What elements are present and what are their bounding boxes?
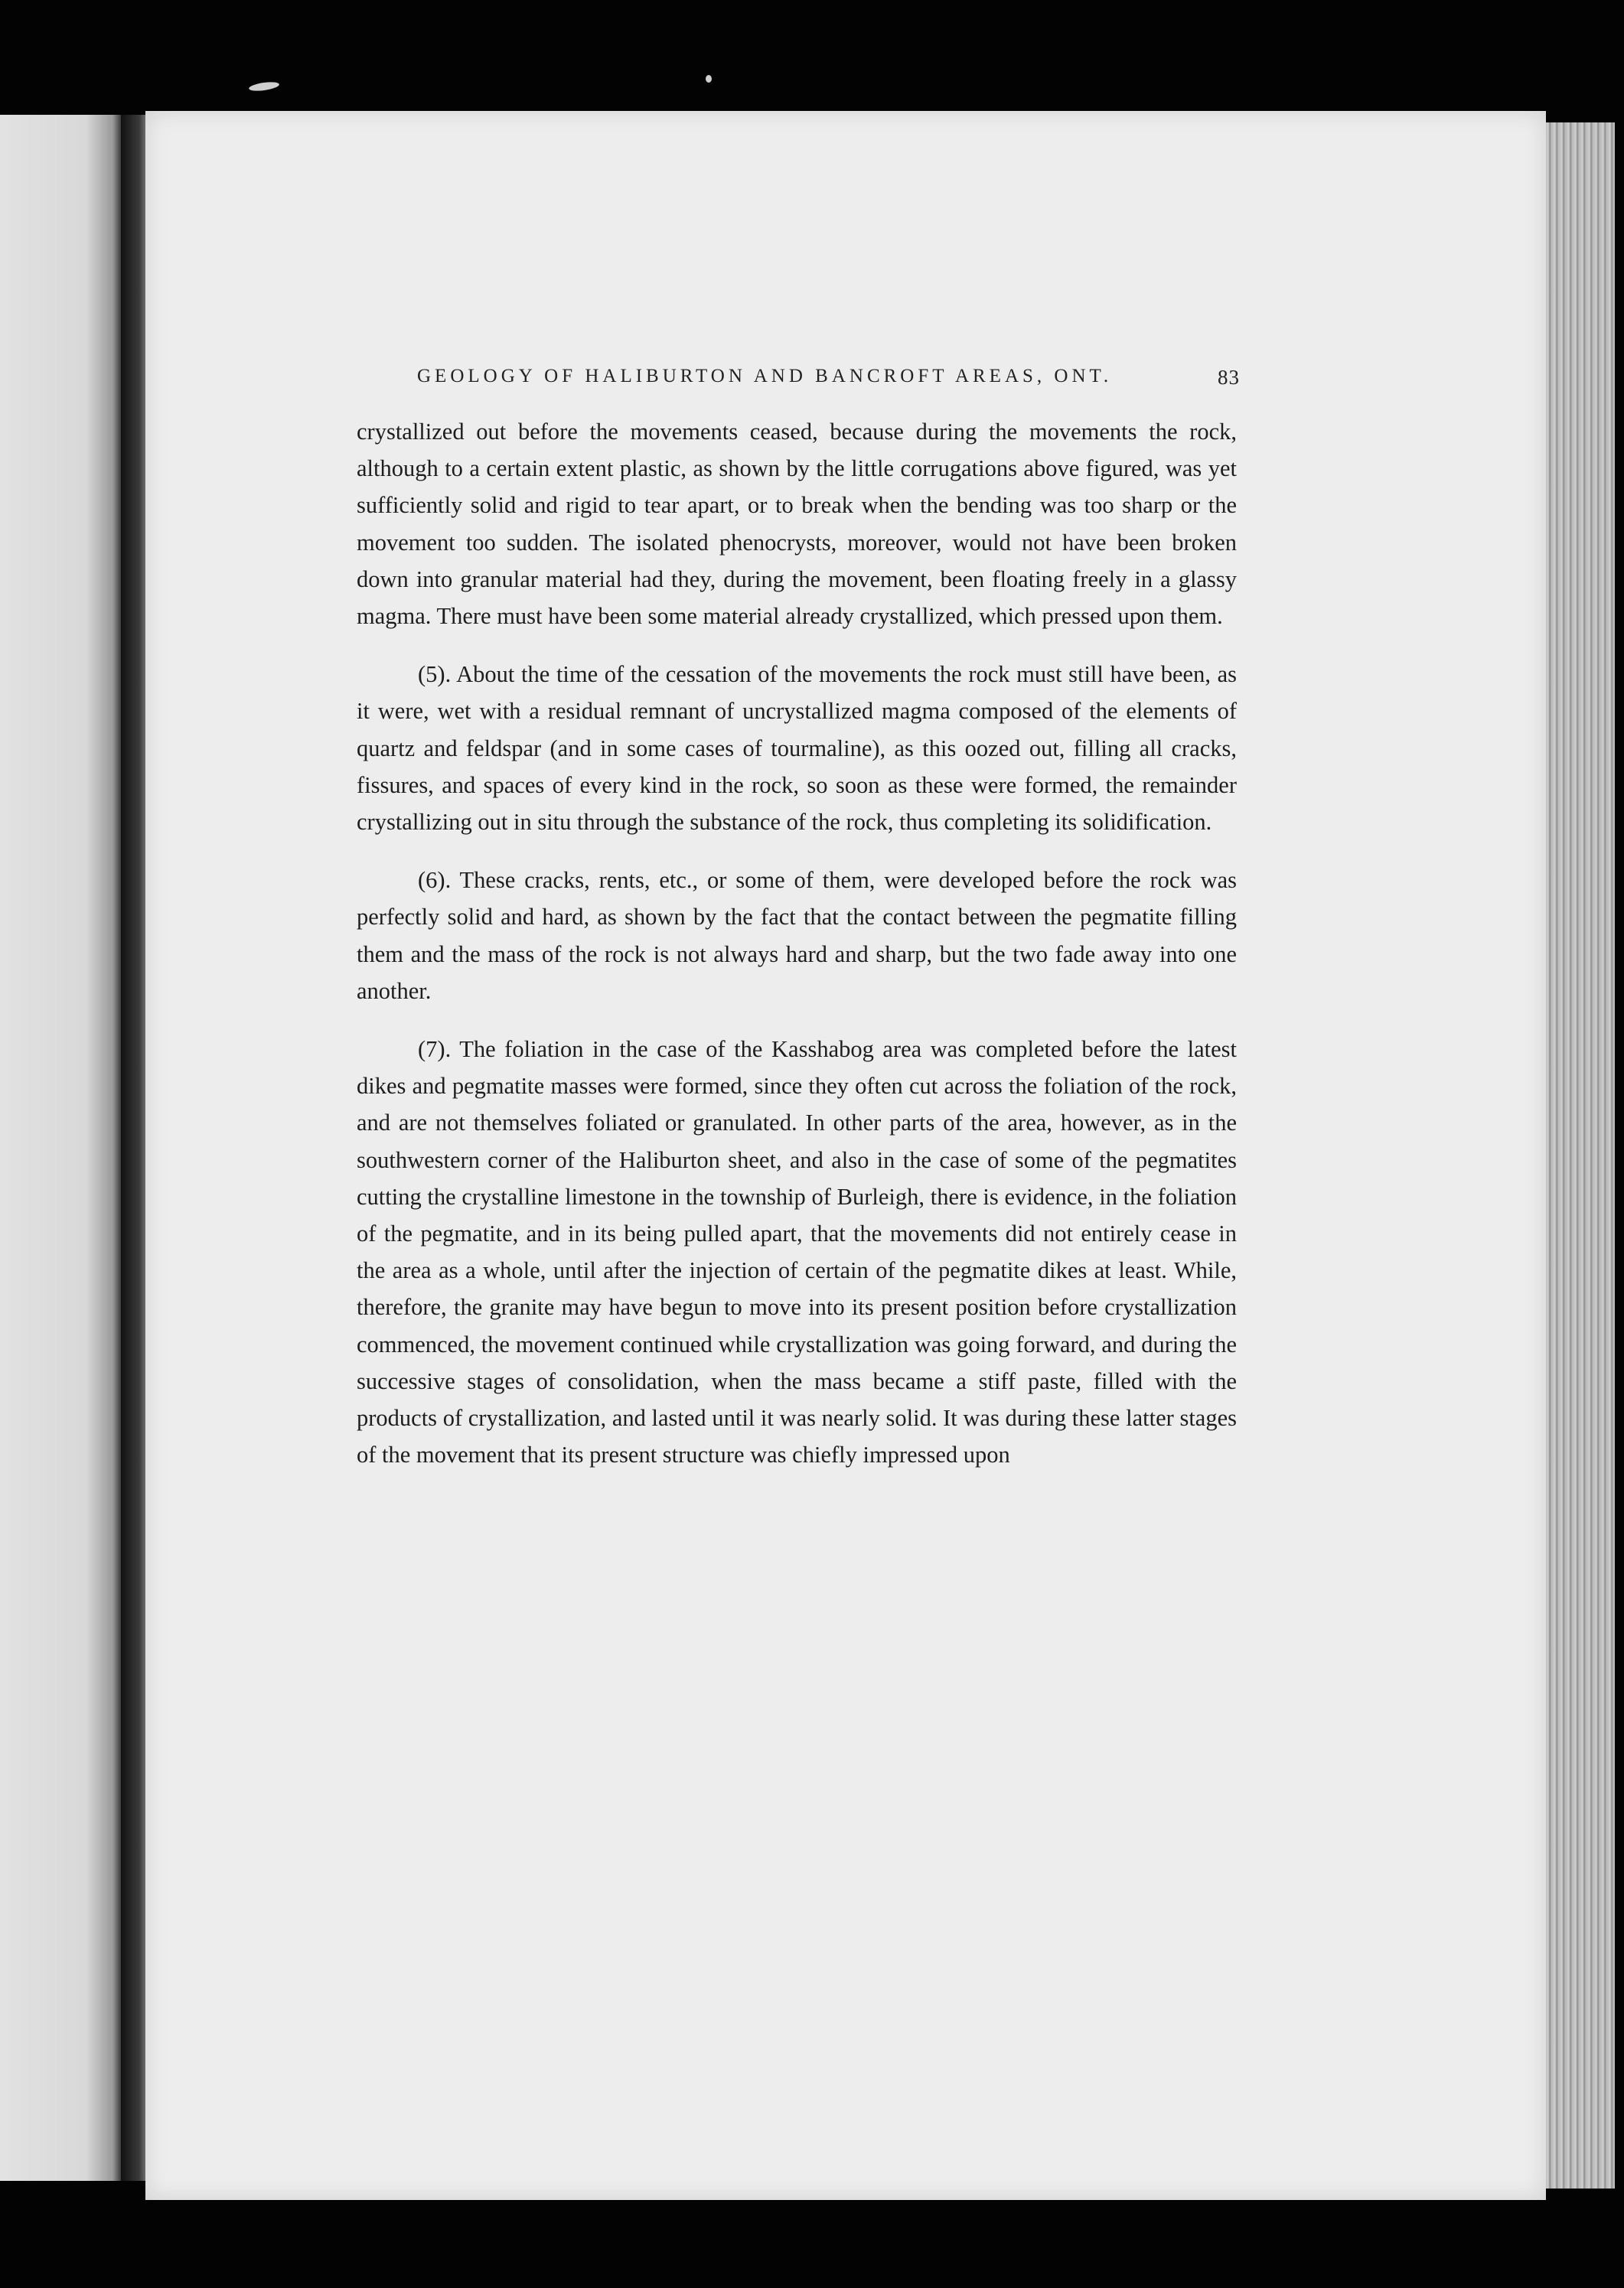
- page-number: 83: [1218, 366, 1240, 389]
- page-stack-edges: [1538, 122, 1615, 2189]
- paragraph-7: (7). The foliation in the case of the Kasshabog area was completed before the latest dikes and pegmatite masses were formed, since they often cut across the foliation of the rock, and are not themselves foliated or granulated. In other parts of the area, however, as in the southwestern corner of the Haliburton sheet, and also in the case of some of the pegmatites cutting the crystalline limestone in the township of Burleigh, there is evidence, in the foliation of the pegmatite, and in its being pulled apart, that the movements did not entirely cease in the area as a whole, until after the injection of certain of the pegmatite dikes at least. While, therefore, the granite may have begun to move into its present position before crystallization commenced, the movement continued while crystallization was going forward, and during the successive stages of consolidation, when the mass became a stiff paste, filled with the products of crystallization, and lasted until it was nearly solid. It was during these latter stages of the movement that its present structure was chiefly impressed upon: [357, 1036, 1237, 1468]
- running-title: GEOLOGY OF HALIBURTON AND BANCROFT AREAS, ONT.: [417, 366, 1113, 386]
- paragraph-continuation: crystallized out before the movements ceased, because during the movements the rock, although to a certain extent plastic, as shown by the little corrugations above figured, was yet sufficiently solid and rigid to tear apart, or to break when the bending was too sharp or the movement too sudden. The isolated phenocrysts, moreover, would not have been broken down into granular material had they, during the movement, been floating freely in a glassy magma. There must have been some material already crystallized, which pressed upon them.: [357, 419, 1237, 630]
- paragraph-6: (6). These cracks, rents, etc., or some of them, were developed before the rock was perfectly solid and hard, as shown by the fact that the contact between the pegmatite filling them and the mass of the rock is not always hard and sharp, but the two fade away into one another.: [357, 867, 1237, 1004]
- scan-artifact: [706, 75, 712, 83]
- body-text: [357, 413, 1237, 1473]
- running-head: [417, 366, 1240, 389]
- facing-page-edge: [0, 115, 122, 2181]
- paragraph-5: (5). About the time of the cessation of the movements the rock must still have been, as it were, wet with a residual remnant of uncrystallized magma composed of the elements of quartz and feldspar (and in some cases of tourmaline), as this oozed out, filling all cracks, fissures, and spaces of every kind in the rock, so soon as these were formed, the remainder crystallizing out in situ through the substance of the rock, thus completing its solidification.: [357, 661, 1237, 836]
